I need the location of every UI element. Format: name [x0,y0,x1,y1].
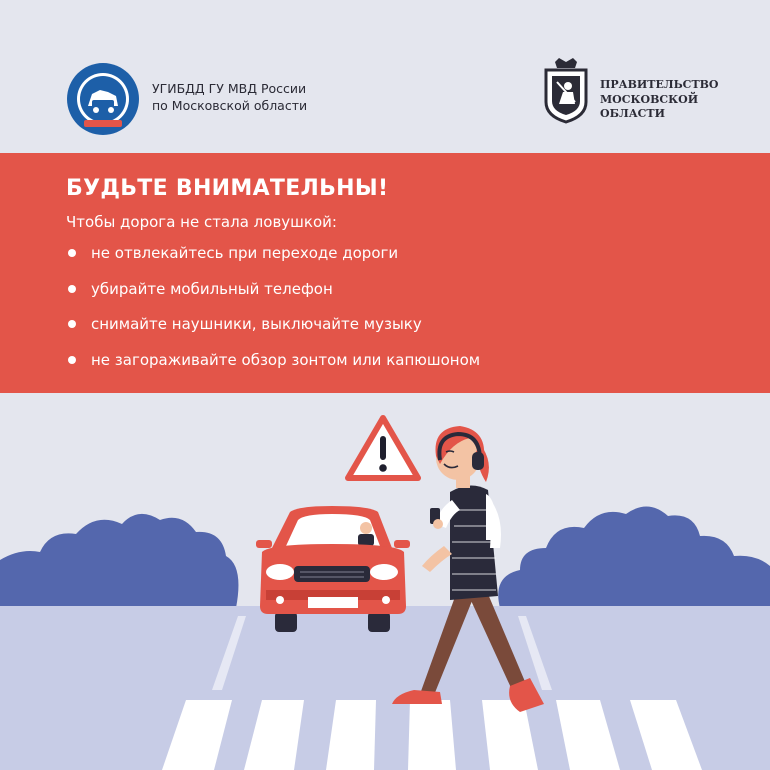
tips-list [66,243,480,385]
gibdd-emblem-icon [66,62,140,136]
tip-text: убирайте мобильный телефон [91,279,333,298]
list-item [66,350,480,386]
warning-sign-icon [348,418,418,478]
intro-text: Чтобы дорога не стала ловушкой: [66,213,337,231]
bullet-icon [68,320,76,328]
bullet-icon [68,249,76,257]
tip-text: не загораживайте обзор зонтом или капюшоном [91,350,481,369]
car-icon [256,506,410,632]
org-right-line1: ПРАВИТЕЛЬСТВО [600,78,719,91]
headline: БУДЬТЕ ВНИМАТЕЛЬНЫ! [66,176,389,201]
org-left-line1: УГИБДД ГУ МВД России [152,81,307,96]
tip-text: снимайте наушники, выключайте музыку [91,315,422,333]
org-right-line3: ОБЛАСТИ [600,107,666,120]
header [0,0,770,152]
org-left-name [152,80,307,114]
org-right-line2: МОСКОВСКОЙ [600,92,699,106]
list-item [66,243,480,279]
org-right-name [600,78,730,122]
bullet-icon [68,285,76,293]
org-left-line2: по Московской области [152,98,308,113]
list-item [66,314,480,350]
moscow-oblast-coat-of-arms-icon [541,58,591,124]
street-illustration [0,393,770,770]
info-banner [0,153,770,393]
tip-text: не отвлекайтесь при переходе дороги [91,244,399,262]
list-item [66,279,480,315]
bullet-icon [68,356,76,364]
